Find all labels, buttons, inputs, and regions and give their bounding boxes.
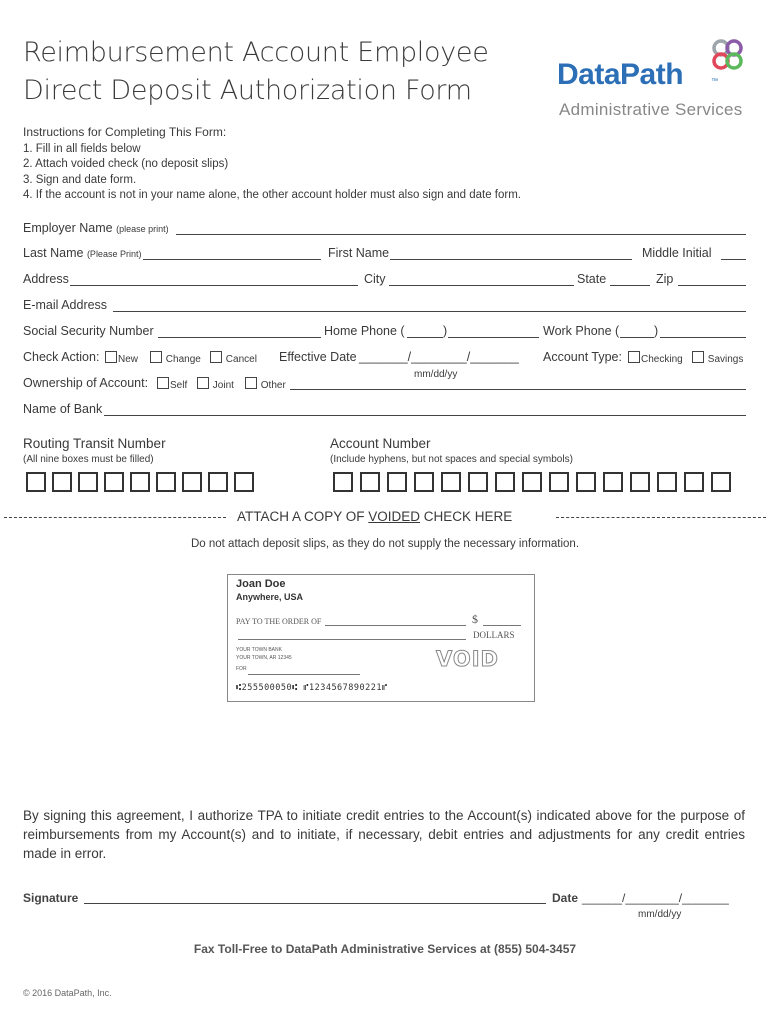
cut-line-right: [556, 517, 766, 518]
address-label: Address: [23, 272, 69, 286]
account-digit-box[interactable]: [684, 472, 704, 492]
logo-wordmark: DataPath: [557, 58, 684, 91]
check-bank-line2: YOUR TOWN, AR 12345: [236, 655, 292, 661]
state-label: State: [577, 272, 607, 286]
address-field[interactable]: [70, 285, 358, 286]
copyright: © 2016 DataPath, Inc.: [23, 988, 112, 998]
instruction-item-4: 4. If the account is not in your name alone, the other account holder must also sign and date form.: [23, 189, 521, 201]
signature-label: Signature: [23, 891, 79, 905]
last-name-label: Last Name (Please Print): [23, 246, 142, 260]
checkbox-savings[interactable]: [692, 351, 704, 363]
checkbox-cancel[interactable]: [210, 351, 222, 363]
logo-trademark: ™: [711, 78, 718, 85]
account-digit-box[interactable]: [603, 472, 623, 492]
instruction-item-1: 1. Fill in all fields below: [23, 142, 141, 155]
check-pay-to-label: PAY TO THE ORDER OF: [236, 617, 322, 626]
bank-name-label: Name of Bank: [23, 402, 103, 416]
account-digit-box[interactable]: [657, 472, 677, 492]
attach-check-heading: ATTACH A COPY OF VOIDED CHECK HERE: [237, 509, 513, 524]
account-type-checking[interactable]: Checking: [628, 351, 683, 365]
routing-digit-box[interactable]: [156, 472, 176, 492]
first-name-label: First Name: [328, 246, 390, 260]
routing-digit-box[interactable]: [208, 472, 228, 492]
authorization-agreement: By signing this agreement, I authorize TPA to initiate credit entries to the Account(s) indicated above for the purpose of reimbursements from my Account(s) and to initiate, if necessary, debit entries and adjustments for any credit entries made in error.: [23, 808, 745, 861]
routing-digit-box[interactable]: [104, 472, 124, 492]
account-type-label: Account Type:: [543, 350, 622, 364]
check-action-new[interactable]: New: [105, 351, 138, 365]
interlocking-rings-logo-icon: [707, 36, 751, 76]
signature-date-label: Date: [552, 891, 579, 905]
instructions: [23, 125, 521, 204]
instruction-item-3: 3. Sign and date form.: [23, 173, 137, 186]
home-phone-area-field[interactable]: [407, 337, 443, 338]
zip-field[interactable]: [678, 285, 746, 286]
account-number-hint: (Include hyphens, but not spaces and special symbols): [330, 454, 573, 465]
state-field[interactable]: [610, 285, 650, 286]
checkbox-change[interactable]: [150, 351, 162, 363]
first-name-field[interactable]: [390, 259, 632, 260]
routing-digit-box[interactable]: [78, 472, 98, 492]
account-type-savings[interactable]: Savings: [692, 351, 743, 365]
bank-name-field[interactable]: [104, 415, 746, 416]
account-number-label: Account Number: [330, 436, 431, 451]
check-void-stamp: VOID: [436, 647, 499, 671]
check-dollars-label: DOLLARS: [473, 630, 515, 640]
account-digit-box[interactable]: [711, 472, 731, 492]
routing-digit-box[interactable]: [130, 472, 150, 492]
check-written-amount-line: [238, 639, 466, 640]
routing-digit-box[interactable]: [182, 472, 202, 492]
email-label: E-mail Address: [23, 298, 108, 312]
form-title-line2: Direct Deposit Authorization Form: [23, 75, 472, 106]
check-payer-location: Anywhere, USA: [236, 592, 304, 602]
ownership-joint[interactable]: Joint: [197, 377, 234, 391]
work-phone-label: Work Phone (: [543, 324, 620, 338]
email-field[interactable]: [113, 311, 746, 312]
check-payer-name: Joan Doe: [236, 578, 286, 590]
routing-digit-box[interactable]: [26, 472, 46, 492]
city-field[interactable]: [389, 285, 574, 286]
work-phone-area-field[interactable]: [620, 337, 654, 338]
account-digit-box[interactable]: [549, 472, 569, 492]
checkbox-new[interactable]: [105, 351, 117, 363]
employer-name-field[interactable]: [176, 234, 746, 235]
check-micr-line: ⑆255500050⑆ ⑈1234567890221⑈: [236, 683, 388, 693]
datapath-logo: [555, 36, 755, 126]
account-digit-box[interactable]: [522, 472, 542, 492]
effective-date-format: mm/dd/yy: [414, 369, 458, 380]
account-digit-box[interactable]: [441, 472, 461, 492]
ownership-other[interactable]: Other: [245, 377, 286, 391]
middle-initial-field[interactable]: [721, 259, 746, 260]
effective-date-label: Effective Date: [279, 350, 357, 364]
ownership-self[interactable]: Self: [157, 377, 187, 391]
work-phone-paren: ): [654, 324, 659, 338]
account-digit-box[interactable]: [414, 472, 434, 492]
city-label: City: [364, 272, 386, 286]
ssn-field[interactable]: [158, 337, 321, 338]
routing-digit-box[interactable]: [52, 472, 72, 492]
signature-date-format: mm/dd/yy: [638, 909, 682, 920]
signature-date-field[interactable]: ______/________/_______: [582, 891, 729, 905]
account-digit-box[interactable]: [468, 472, 488, 492]
routing-number-boxes[interactable]: [26, 472, 254, 492]
work-phone-field[interactable]: [660, 337, 746, 338]
cut-line-left: [4, 517, 226, 518]
instructions-heading: Instructions for Completing This Form:: [23, 125, 227, 139]
checkbox-self[interactable]: [157, 377, 169, 389]
effective-date-field[interactable]: _______/________/_______: [359, 350, 519, 364]
check-dollar-sign: $: [472, 612, 478, 626]
check-amount-line: [483, 625, 521, 626]
check-for-label: FOR: [236, 666, 247, 672]
employer-name-label: Employer Name (please print): [23, 221, 169, 235]
check-memo-line: [248, 674, 360, 675]
check-action-cancel[interactable]: Cancel: [210, 351, 257, 365]
middle-initial-label: Middle Initial: [642, 246, 712, 260]
ssn-label: Social Security Number: [23, 324, 154, 338]
account-number-boxes[interactable]: [333, 472, 731, 492]
account-digit-box[interactable]: [387, 472, 407, 492]
home-phone-label: Home Phone (: [324, 324, 405, 338]
fax-instructions: Fax Toll-Free to DataPath Administrative Services at (855) 504-3457: [193, 942, 577, 956]
routing-digit-box[interactable]: [234, 472, 254, 492]
checkbox-other[interactable]: [245, 377, 257, 389]
account-digit-box[interactable]: [333, 472, 353, 492]
form-title-line1: Reimbursement Account Employee: [23, 37, 489, 68]
check-action-change[interactable]: Change: [150, 351, 201, 365]
account-digit-box[interactable]: [630, 472, 650, 492]
account-digit-box[interactable]: [576, 472, 596, 492]
sample-voided-check: [227, 574, 535, 702]
checkbox-joint[interactable]: [197, 377, 209, 389]
check-payee-line: [325, 625, 466, 626]
home-phone-paren: ): [443, 324, 448, 338]
account-digit-box[interactable]: [360, 472, 380, 492]
form-title: [23, 34, 489, 110]
check-bank-line1: YOUR TOWN BANK: [236, 647, 282, 653]
ownership-label: Ownership of Account:: [23, 376, 149, 390]
home-phone-field[interactable]: [448, 337, 539, 338]
zip-label: Zip: [656, 272, 674, 286]
check-action-label: Check Action:: [23, 350, 100, 364]
account-digit-box[interactable]: [495, 472, 515, 492]
signature-field[interactable]: [84, 903, 546, 904]
last-name-field[interactable]: [143, 259, 321, 260]
instruction-item-2: 2. Attach voided check (no deposit slips): [23, 158, 229, 170]
ownership-other-field[interactable]: [290, 389, 746, 390]
logo-subtitle: Administrative Services: [559, 100, 743, 119]
checkbox-checking[interactable]: [628, 351, 640, 363]
attach-note: Do not attach deposit slips, as they do not supply the necessary information.: [190, 538, 580, 550]
routing-label: Routing Transit Number: [23, 436, 166, 451]
routing-hint: (All nine boxes must be filled): [23, 454, 154, 465]
